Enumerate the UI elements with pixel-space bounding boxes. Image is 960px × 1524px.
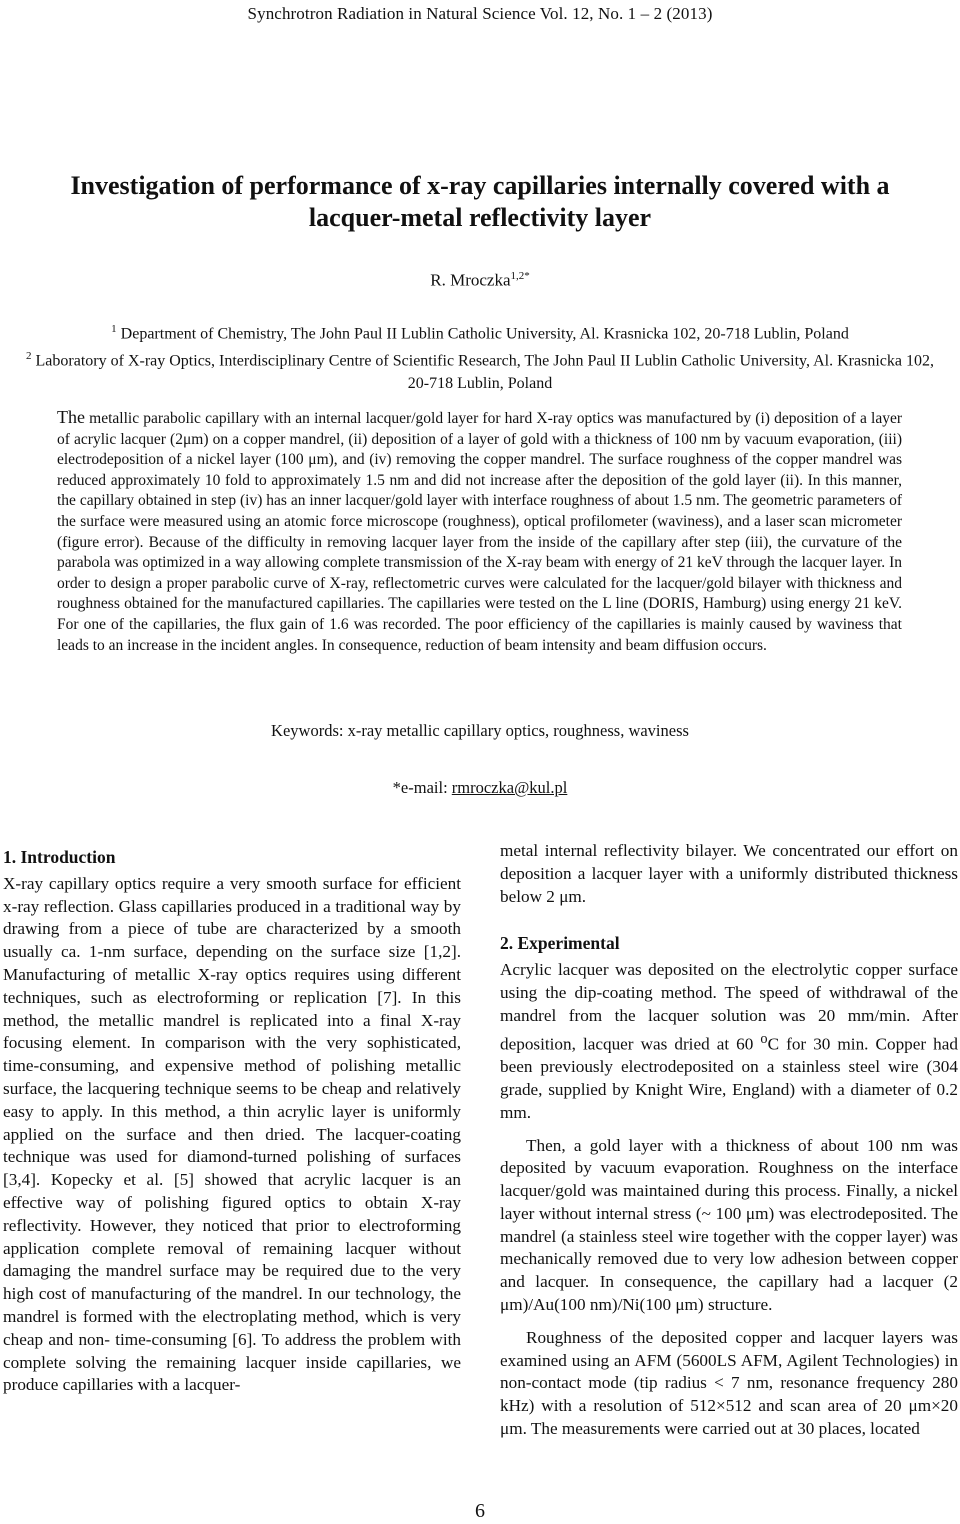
abstract-text: metallic parabolic capillary with an internal lacquer/gold layer for hard X-ray optics was manufactured by (i) deposition of a layer of acrylic lacquer (2μm) on a copper mandrel, (ii) deposition of a layer of gold with a thickness of 100 nm by vacuum evaporation, (iii) electrodeposition of a nickel layer (100 μm), and (iv) removing the copper mandrel. The surface roughness of the copper mandrel was reduced approximately 10 fold to approximately 1.5 nm and did not increase after the deposition of the gold layer (ii). In this manner, the capillary obtained in step (iv) has an inner lacquer/gold layer with interface roughness of about 1.5 nm. The geometric parameters of the surface were measured using an atomic force microscope (roughness), optical profilometer (waviness), and a laser scan micrometer (figure error). Because of the difficulty in removing lacquer layer from the inside of the capillary after step (iii), the curvature of the parabola was optimized in a way allowing complete transmission of the X-ray beam with energy of 21 keV through the lacquer layer. In order to design a proper parabolic curve of X-ray, reflectometric curves were calculated for the lacquer/gold bilayer with thickness and roughness obtained for the manufactured capillaries. The capillaries were tested on the L line (DORIS, Hamburg) using energy 21 keV. For one of the capillaries, the flux gain of 1.6 was recorded. The poor efficiency of the capillaries is mainly caused by waviness that leads to an increase in the incident angles. In consequence, reduction of beam intensity and beam diffusion occurs. — [57, 410, 902, 654]
introduction-continued: metal internal reflectivity bilayer. We concentrated our effort on deposition a lacquer layer with a uniformly distributed thickness below 2 μm. — [500, 841, 958, 906]
degree-superscript: o — [760, 1030, 768, 1047]
email-link[interactable]: rmroczka@kul.pl — [451, 778, 568, 797]
section-heading-experimental: 2. Experimental — [500, 933, 620, 954]
experimental-paragraph-3: Roughness of the deposited copper and lacquer layers was examined using an AFM (5600LS AFM, Agilent Technologies) in non-contact mode (tip radius < 7 nm, resonance frequency 280 kHz) with a resolution of 512×512 and scan area of 20 μm×20 μm. The measurements were carried out at 30 places, located — [500, 1327, 958, 1439]
right-column — [500, 840, 958, 1441]
affiliation-mark: 2 — [26, 350, 32, 363]
abstract — [57, 407, 902, 656]
paper-title: Investigation of performance of x-ray capillaries internally covered with a lacquer-metal reflectivity layer — [70, 171, 890, 232]
experimental-p1-before: Acrylic lacquer was deposited on the electrolytic copper surface using the dip-coating method. The speed of withdrawal of the mandrel from the lacquer solution was 20 mm/min. After deposition, lacquer was dried at 60 — [500, 960, 958, 1054]
author-line — [0, 270, 960, 291]
affiliation-1 — [20, 318, 940, 345]
running-head: Synchrotron Radiation in Natural Science Vol. 12, No. 1 – 2 (2013) — [247, 4, 713, 23]
author-name: R. Mroczka — [430, 270, 511, 290]
abstract-lead-word: The — [57, 407, 85, 427]
affiliation-text: Laboratory of X-ray Optics, Interdisciplinary Centre of Scientific Research, The John Paul II Lublin Catholic University, Al. Krasnicka 102, 20-718 Lublin, Poland — [35, 352, 934, 392]
experimental-p1-after: C for 30 min. Copper had been previously electrodeposited on a stainless steel wire (304 grade, supplied by Knight Wire, England) with a diameter of 0.2 mm. — [500, 1034, 958, 1122]
affiliation-mark: 1 — [111, 323, 117, 335]
experimental-paragraph-2: Then, a gold layer with a thickness of about 100 nm was deposited by vacuum evaporation. Roughness on the interface lacquer/gold was maintained during this process. Finally, a nickel layer without internal stress (~ 100 μm) was electrodeposited. The mandrel (a stainless steel wire together with the copper layer) was mechanically removed due to very low adhesion between copper and lacquer. In consequence, the capillary had a lacquer (2 μm)/Au(100 nm)/Ni(100 μm) structure. — [500, 1135, 958, 1315]
page-number: 6 — [475, 1500, 485, 1522]
left-column — [3, 846, 461, 1397]
author-marks: 1,2* — [510, 270, 530, 282]
email-label: *e-mail: — [392, 778, 448, 797]
section-heading-introduction: 1. Introduction — [3, 847, 116, 867]
affiliations — [20, 318, 940, 395]
experimental-paragraph-1 — [500, 959, 958, 1124]
affiliation-text: Department of Chemistry, The John Paul II Lublin Catholic University, Al. Krasnicka 102, 20-718 Lublin, Poland — [120, 325, 849, 343]
email-line — [0, 778, 960, 798]
affiliation-2 — [20, 345, 940, 394]
keywords: Keywords: x-ray metallic capillary optics, roughness, waviness — [271, 721, 689, 740]
introduction-paragraph: X-ray capillary optics require a very smooth surface for efficient x-ray reflection. Glass capillaries produced in a traditional way by drawing from a piece of tube are characterized by a smooth usually ca. 1-nm surface, depending on the surface size [1,2]. Manufacturing of metallic X-ray optics requires using different techniques, such as electroforming or replication [7]. In this method, the metallic mandrel is replicated into a final X-ray focusing element. In comparison with the very sophisticated, time-consuming, and expensive method of polishing metallic surface, the lacquering technique seems to be cheap and relatively easy to apply. In this method, a thin acrylic layer is uniformly applied on the surface and then dried. The lacquer-coating technique was used for diamond-turned polishing of surfaces [3,4]. Kopecky et al. [5] showed that acrylic lacquer is an effective way of polishing figured optics to obtain X-ray reflectivity. However, they noticed that prior to electroforming application complete removal of remaining lacquer without damaging the mandrel surface may be required due to the very high cost of manufacturing of the mandrel. In our technology, the mandrel is formed with the electroplating method, which is very cheap and non- time-consuming [6]. To address the problem with complete solving the remaining lacquer inside capillaries, we produce capillaries with a lacquer- — [3, 873, 461, 1395]
